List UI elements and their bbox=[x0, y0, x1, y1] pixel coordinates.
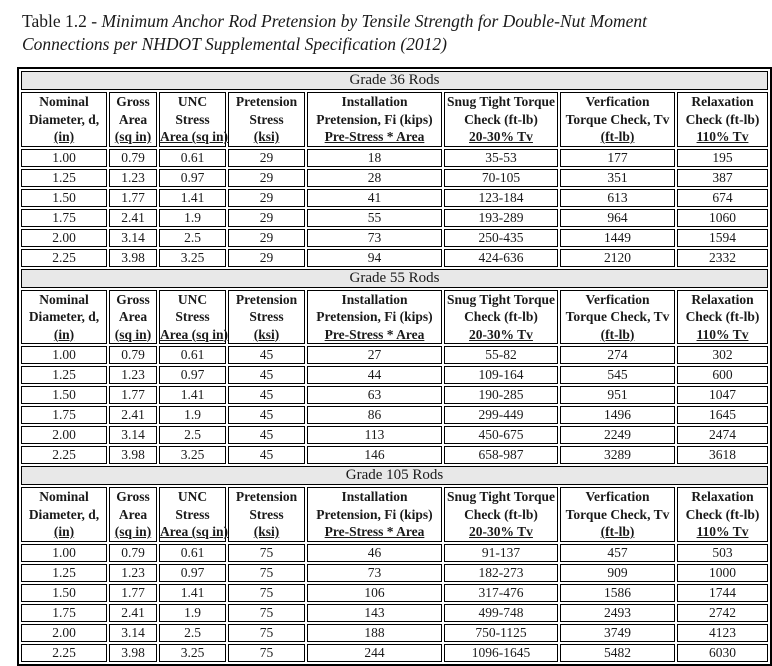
table-row bbox=[21, 386, 768, 404]
table-cell: 45 bbox=[228, 346, 305, 364]
table-cell: 2120 bbox=[560, 249, 675, 267]
column-header bbox=[560, 92, 675, 147]
table-cell: 1047 bbox=[677, 386, 768, 404]
column-header-line: Nominal bbox=[39, 489, 89, 504]
table-cell: 3.25 bbox=[159, 446, 226, 464]
table-row bbox=[21, 346, 768, 364]
table-cell: 86 bbox=[307, 406, 442, 424]
table-cell: 244 bbox=[307, 644, 442, 662]
table-cell: 302 bbox=[677, 346, 768, 364]
table-row bbox=[21, 406, 768, 424]
table-cell: 73 bbox=[307, 564, 442, 582]
column-header-line: (ft-lb) bbox=[600, 129, 635, 144]
column-header-line: Relaxation bbox=[691, 489, 754, 504]
column-header-row bbox=[21, 487, 768, 542]
table-cell: 1.75 bbox=[21, 406, 107, 424]
table-cell: 274 bbox=[560, 346, 675, 364]
table-cell: 1.9 bbox=[159, 209, 226, 227]
table-cell: 1.50 bbox=[21, 584, 107, 602]
table-cell: 613 bbox=[560, 189, 675, 207]
table-row bbox=[21, 229, 768, 247]
table-cell: 299-449 bbox=[444, 406, 558, 424]
table-cell: 1594 bbox=[677, 229, 768, 247]
table-row bbox=[21, 249, 768, 267]
table-cell: 2.25 bbox=[21, 446, 107, 464]
column-header bbox=[159, 487, 229, 542]
table-cell: 55 bbox=[307, 209, 442, 227]
table-cell: 1.00 bbox=[21, 149, 107, 167]
column-header-line: (sq in) bbox=[114, 129, 152, 144]
table-cell: 45 bbox=[228, 446, 305, 464]
table-cell: 387 bbox=[677, 169, 768, 187]
column-header-line: Stress bbox=[249, 506, 284, 522]
table-cell: 44 bbox=[307, 366, 442, 384]
table-cell: 2.5 bbox=[159, 426, 226, 444]
column-header bbox=[109, 92, 157, 147]
table-row bbox=[21, 644, 768, 662]
table-cell: 0.61 bbox=[159, 346, 226, 364]
table-cell: 3.14 bbox=[109, 426, 157, 444]
section-row bbox=[21, 466, 768, 485]
column-header-row bbox=[21, 92, 768, 147]
table-row bbox=[21, 564, 768, 582]
column-header-line: Gross bbox=[116, 489, 150, 504]
section-header: Grade 55 Rods bbox=[21, 269, 768, 288]
table-cell: 2.5 bbox=[159, 229, 226, 247]
table-cell: 1.23 bbox=[109, 564, 157, 582]
table-cell: 658-987 bbox=[444, 446, 558, 464]
column-header-line: 110% Tv bbox=[696, 326, 749, 342]
column-header-line: Stress bbox=[175, 506, 210, 522]
column-header bbox=[228, 290, 305, 345]
table-cell: 2.25 bbox=[21, 249, 107, 267]
column-header bbox=[21, 487, 107, 542]
column-header-line: 110% Tv bbox=[696, 524, 749, 539]
column-header-line: Area (sq in) bbox=[160, 524, 229, 539]
column-header bbox=[159, 92, 229, 147]
table-cell: 75 bbox=[228, 584, 305, 602]
column-header-line: Snug Tight Torque bbox=[446, 489, 556, 504]
column-header bbox=[109, 290, 157, 345]
table-cell: 964 bbox=[560, 209, 675, 227]
column-header-line: Pretension, Fi (kips) bbox=[316, 309, 433, 324]
table-cell: 3.14 bbox=[109, 624, 157, 642]
table-cell: 3.98 bbox=[109, 249, 157, 267]
column-header bbox=[159, 290, 229, 345]
table-cell: 1.9 bbox=[159, 406, 226, 424]
table-cell: 41 bbox=[307, 189, 442, 207]
column-header bbox=[444, 487, 558, 542]
table-cell: 2.00 bbox=[21, 229, 107, 247]
table-cell: 2474 bbox=[677, 426, 768, 444]
table-cell: 75 bbox=[228, 564, 305, 582]
column-header-line: Check (ft-lb) bbox=[685, 111, 760, 127]
table-row bbox=[21, 149, 768, 167]
table-cell: 0.97 bbox=[159, 366, 226, 384]
column-header-line: (in) bbox=[53, 326, 75, 342]
table-cell: 3.98 bbox=[109, 446, 157, 464]
table-cell: 193-289 bbox=[444, 209, 558, 227]
table-cell: 3.25 bbox=[159, 644, 226, 662]
column-header-line: Torque Check, Tv bbox=[565, 111, 670, 127]
column-header-line: Check (ft-lb) bbox=[464, 111, 538, 127]
column-header-line: Stress bbox=[175, 309, 210, 324]
column-header-line: Pre-Stress * Area bbox=[324, 129, 425, 144]
column-header bbox=[109, 487, 157, 542]
column-header-line: Verfication bbox=[585, 94, 650, 109]
column-header-line: 20-30% Tv bbox=[469, 129, 533, 144]
column-header-line: (ft-lb) bbox=[600, 326, 635, 342]
table-cell: 2.41 bbox=[109, 406, 157, 424]
table-cell: 909 bbox=[560, 564, 675, 582]
table-cell: 0.79 bbox=[109, 346, 157, 364]
table-cell: 1.00 bbox=[21, 346, 107, 364]
column-header bbox=[307, 487, 442, 542]
table-cell: 1.00 bbox=[21, 544, 107, 562]
table-cell: 2.00 bbox=[21, 426, 107, 444]
table-cell: 951 bbox=[560, 386, 675, 404]
table-cell: 1496 bbox=[560, 406, 675, 424]
column-header-line: Torque Check, Tv bbox=[565, 506, 670, 522]
table-cell: 28 bbox=[307, 169, 442, 187]
table-row bbox=[21, 624, 768, 642]
table-cell: 2249 bbox=[560, 426, 675, 444]
table-cell: 1744 bbox=[677, 584, 768, 602]
column-header-line: Diameter, d, bbox=[28, 309, 100, 324]
table-cell: 0.61 bbox=[159, 149, 226, 167]
column-header-line: Snug Tight Torque bbox=[446, 94, 556, 109]
pretension-table bbox=[17, 67, 772, 666]
column-header-line: Area bbox=[118, 309, 148, 324]
table-cell: 75 bbox=[228, 624, 305, 642]
column-header-line: Area (sq in) bbox=[160, 326, 229, 342]
table-cell: 45 bbox=[228, 406, 305, 424]
section-header: Grade 105 Rods bbox=[21, 466, 768, 485]
table-cell: 0.61 bbox=[159, 544, 226, 562]
table-cell: 499-748 bbox=[444, 604, 558, 622]
table-cell: 503 bbox=[677, 544, 768, 562]
table-cell: 5482 bbox=[560, 644, 675, 662]
table-cell: 29 bbox=[228, 149, 305, 167]
table-cell: 1.41 bbox=[159, 189, 226, 207]
table-cell: 1.23 bbox=[109, 169, 157, 187]
table-cell: 3618 bbox=[677, 446, 768, 464]
table-cell: 1.75 bbox=[21, 604, 107, 622]
column-header bbox=[677, 92, 768, 147]
table-cell: 2742 bbox=[677, 604, 768, 622]
column-header-line: Pretension bbox=[235, 94, 298, 109]
column-header-line: Verfication bbox=[585, 489, 650, 504]
column-header bbox=[228, 487, 305, 542]
table-cell: 317-476 bbox=[444, 584, 558, 602]
table-cell: 113 bbox=[307, 426, 442, 444]
table-caption-number: Table 1.2 - bbox=[22, 11, 102, 31]
column-header bbox=[307, 92, 442, 147]
column-header-line: UNC bbox=[177, 94, 208, 109]
table-cell: 1.77 bbox=[109, 189, 157, 207]
column-header-line: Stress bbox=[249, 309, 284, 324]
column-header-line: Pretension, Fi (kips) bbox=[316, 506, 433, 522]
column-header-line: (in) bbox=[53, 524, 75, 539]
column-header bbox=[228, 92, 305, 147]
table-cell: 1645 bbox=[677, 406, 768, 424]
column-header-line: Check (ft-lb) bbox=[685, 506, 760, 522]
column-header-line: Pretension, Fi (kips) bbox=[316, 111, 433, 127]
table-cell: 29 bbox=[228, 189, 305, 207]
column-header-line: Installation bbox=[341, 291, 408, 307]
column-header-line: Snug Tight Torque bbox=[446, 291, 556, 307]
table-cell: 73 bbox=[307, 229, 442, 247]
table-cell: 3.98 bbox=[109, 644, 157, 662]
column-header-line: 20-30% Tv bbox=[469, 524, 533, 539]
table-cell: 1.41 bbox=[159, 584, 226, 602]
column-header bbox=[560, 290, 675, 345]
table-cell: 45 bbox=[228, 386, 305, 404]
table-cell: 123-184 bbox=[444, 189, 558, 207]
table-cell: 182-273 bbox=[444, 564, 558, 582]
table-cell: 94 bbox=[307, 249, 442, 267]
column-header-line: Stress bbox=[175, 111, 210, 127]
table-cell: 2.25 bbox=[21, 644, 107, 662]
column-header bbox=[444, 92, 558, 147]
table-cell: 1.23 bbox=[109, 366, 157, 384]
table-cell: 4123 bbox=[677, 624, 768, 642]
table-cell: 1000 bbox=[677, 564, 768, 582]
table-cell: 177 bbox=[560, 149, 675, 167]
column-header-line: Area bbox=[118, 111, 148, 127]
table-cell: 1.50 bbox=[21, 189, 107, 207]
table-cell: 143 bbox=[307, 604, 442, 622]
section-row bbox=[21, 269, 768, 288]
table-cell: 450-675 bbox=[444, 426, 558, 444]
table-caption bbox=[22, 10, 738, 56]
column-header-line: Stress bbox=[249, 111, 284, 127]
column-header-line: (sq in) bbox=[114, 524, 152, 539]
table-cell: 351 bbox=[560, 169, 675, 187]
table-cell: 1586 bbox=[560, 584, 675, 602]
column-header-line: Nominal bbox=[39, 291, 89, 307]
table-cell: 75 bbox=[228, 544, 305, 562]
table-cell: 2.00 bbox=[21, 624, 107, 642]
column-header-line: 20-30% Tv bbox=[469, 326, 533, 342]
table-cell: 457 bbox=[560, 544, 675, 562]
table-row bbox=[21, 446, 768, 464]
column-header-line: Installation bbox=[341, 489, 408, 504]
table-cell: 109-164 bbox=[444, 366, 558, 384]
table-cell: 195 bbox=[677, 149, 768, 167]
column-header-line: (ksi) bbox=[253, 326, 280, 342]
table-cell: 29 bbox=[228, 249, 305, 267]
column-header-line: Area (sq in) bbox=[160, 129, 229, 144]
table-cell: 6030 bbox=[677, 644, 768, 662]
table-cell: 750-1125 bbox=[444, 624, 558, 642]
table-row bbox=[21, 604, 768, 622]
table-cell: 2.5 bbox=[159, 624, 226, 642]
table-cell: 1096-1645 bbox=[444, 644, 558, 662]
column-header-line: Area bbox=[118, 506, 148, 522]
column-header-line: Check (ft-lb) bbox=[685, 309, 760, 324]
table-cell: 188 bbox=[307, 624, 442, 642]
table-row bbox=[21, 189, 768, 207]
table-caption-title: Minimum Anchor Rod Pretension by Tensile Strength for Double-Nut Moment Connections per NHDOT Supplemental Specification (2012) bbox=[22, 11, 647, 54]
column-header-line: UNC bbox=[177, 489, 208, 504]
table-row bbox=[21, 366, 768, 384]
table-cell: 3289 bbox=[560, 446, 675, 464]
table-cell: 3749 bbox=[560, 624, 675, 642]
column-header bbox=[677, 290, 768, 345]
table-cell: 0.79 bbox=[109, 149, 157, 167]
table-cell: 1.77 bbox=[109, 386, 157, 404]
column-header-line: Pretension bbox=[235, 489, 298, 504]
table-cell: 18 bbox=[307, 149, 442, 167]
table-cell: 35-53 bbox=[444, 149, 558, 167]
table-row bbox=[21, 169, 768, 187]
column-header-line: (sq in) bbox=[114, 326, 152, 342]
table-row bbox=[21, 584, 768, 602]
table-cell: 0.97 bbox=[159, 564, 226, 582]
table-row bbox=[21, 544, 768, 562]
column-header-line: Relaxation bbox=[691, 291, 754, 307]
column-header-line: Relaxation bbox=[691, 94, 754, 109]
table-cell: 1.25 bbox=[21, 564, 107, 582]
document-page bbox=[0, 10, 768, 660]
table-cell: 1.50 bbox=[21, 386, 107, 404]
column-header-line: Check (ft-lb) bbox=[464, 506, 538, 522]
column-header-line: UNC bbox=[177, 291, 208, 307]
column-header bbox=[21, 290, 107, 345]
table-cell: 46 bbox=[307, 544, 442, 562]
column-header-line: Nominal bbox=[39, 94, 89, 109]
column-header-line: (in) bbox=[53, 129, 75, 144]
table-cell: 45 bbox=[228, 426, 305, 444]
column-header-line: (ft-lb) bbox=[600, 524, 635, 539]
column-header bbox=[677, 487, 768, 542]
column-header-line: Torque Check, Tv bbox=[565, 309, 670, 324]
column-header-line: Verfication bbox=[585, 291, 650, 307]
column-header-line: 110% Tv bbox=[696, 129, 749, 144]
table-cell: 1.25 bbox=[21, 169, 107, 187]
table-cell: 1.25 bbox=[21, 366, 107, 384]
table-cell: 424-636 bbox=[444, 249, 558, 267]
table-cell: 45 bbox=[228, 366, 305, 384]
table-cell: 545 bbox=[560, 366, 675, 384]
section-header: Grade 36 Rods bbox=[21, 71, 768, 90]
table-cell: 0.79 bbox=[109, 544, 157, 562]
table-row bbox=[21, 209, 768, 227]
column-header-line: Gross bbox=[116, 94, 150, 109]
table-cell: 1449 bbox=[560, 229, 675, 247]
table-cell: 1.41 bbox=[159, 386, 226, 404]
table-cell: 1.9 bbox=[159, 604, 226, 622]
column-header-line: Installation bbox=[341, 94, 408, 109]
column-header-row bbox=[21, 290, 768, 345]
table-cell: 91-137 bbox=[444, 544, 558, 562]
table-cell: 1060 bbox=[677, 209, 768, 227]
column-header-line: Pretension bbox=[235, 291, 298, 307]
column-header-line: Diameter, d, bbox=[28, 506, 100, 522]
table-cell: 70-105 bbox=[444, 169, 558, 187]
table-cell: 2332 bbox=[677, 249, 768, 267]
column-header bbox=[444, 290, 558, 345]
table-cell: 1.77 bbox=[109, 584, 157, 602]
column-header bbox=[560, 487, 675, 542]
table-cell: 190-285 bbox=[444, 386, 558, 404]
section-row bbox=[21, 71, 768, 90]
table-cell: 0.97 bbox=[159, 169, 226, 187]
table-cell: 75 bbox=[228, 604, 305, 622]
table-row bbox=[21, 426, 768, 444]
table-cell: 27 bbox=[307, 346, 442, 364]
table-cell: 600 bbox=[677, 366, 768, 384]
column-header bbox=[21, 92, 107, 147]
table-cell: 29 bbox=[228, 169, 305, 187]
table-cell: 674 bbox=[677, 189, 768, 207]
column-header-line: Diameter, d, bbox=[28, 111, 100, 127]
table-cell: 29 bbox=[228, 209, 305, 227]
column-header-line: Pre-Stress * Area bbox=[324, 524, 425, 539]
column-header bbox=[307, 290, 442, 345]
column-header-line: (ksi) bbox=[253, 524, 280, 539]
table-cell: 55-82 bbox=[444, 346, 558, 364]
table-cell: 250-435 bbox=[444, 229, 558, 247]
table-cell: 146 bbox=[307, 446, 442, 464]
table-cell: 2493 bbox=[560, 604, 675, 622]
column-header-line: Check (ft-lb) bbox=[464, 309, 538, 324]
table-cell: 3.25 bbox=[159, 249, 226, 267]
column-header-line: Gross bbox=[116, 291, 150, 307]
table-cell: 29 bbox=[228, 229, 305, 247]
table-cell: 2.41 bbox=[109, 209, 157, 227]
table-cell: 2.41 bbox=[109, 604, 157, 622]
table-cell: 1.75 bbox=[21, 209, 107, 227]
table-cell: 63 bbox=[307, 386, 442, 404]
column-header-line: Pre-Stress * Area bbox=[324, 326, 425, 342]
column-header-line: (ksi) bbox=[253, 129, 280, 144]
table-cell: 106 bbox=[307, 584, 442, 602]
table-cell: 3.14 bbox=[109, 229, 157, 247]
table-cell: 75 bbox=[228, 644, 305, 662]
